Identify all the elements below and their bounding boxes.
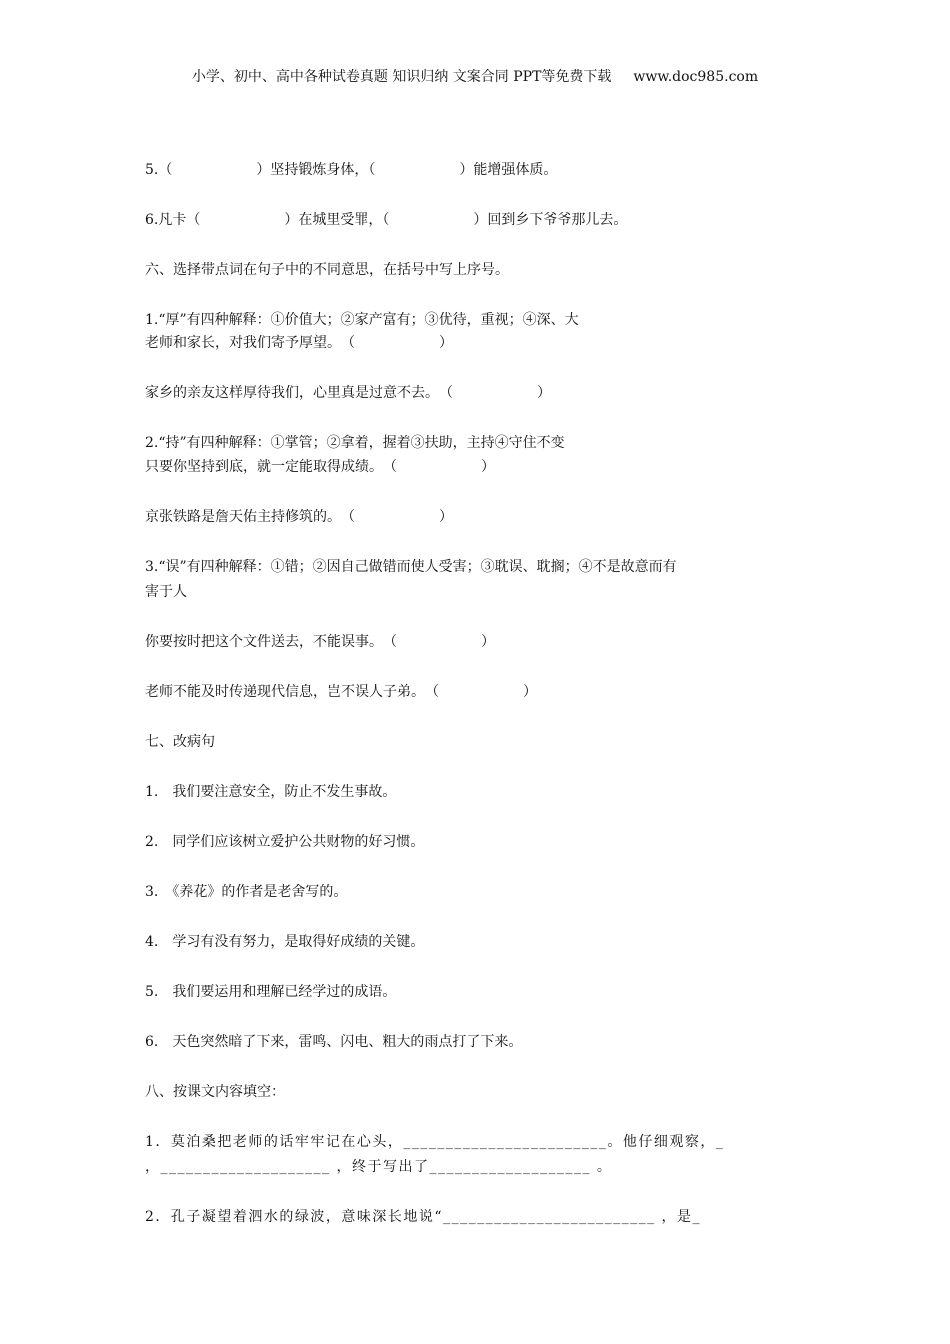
- header-title: 小学、初中、高中各种试卷真题 知识归纳 文案合同 PPT等免费下载: [191, 69, 612, 85]
- section-7-item-6: 6. 天色突然暗了下来，雷鸣、闪电、粗大的雨点打了下来。: [145, 1034, 523, 1050]
- section-7-item-3: 3. 《养花》的作者是老舍写的。: [145, 884, 348, 900]
- section-6-item-3-definition-cont: 害于人: [145, 584, 187, 600]
- section-8-item-1-line-1: 1．莫泊桑把老师的话牢牢记在心头，________________________。他仔细观察，_: [145, 1134, 725, 1150]
- section-6-item-1-definition: 1.“厚”有四种解释：①价值大；②家产富有；③优待，重视；④深、大: [145, 312, 579, 328]
- section-6-item-3-sentence-a: 你要按时把这个文件送去，不能误事。 （ ）: [145, 634, 495, 650]
- section-6-item-2-definition: 2.“持”有四种解释：①掌管；②拿着，握着③扶助，主持④守住不变: [145, 435, 565, 451]
- question-6-line: 6.凡卡（ ）在城里受罪，（ ）回到乡下爷爷那儿去。: [145, 212, 628, 228]
- question-5-line: 5.（ ）坚持锻炼身体，（ ）能增强体质。: [145, 162, 558, 178]
- section-7-item-4: 4. 学习有没有努力，是取得好成绩的关键。: [145, 934, 425, 950]
- section-6-item-1-sentence-b: 家乡的亲友这样厚待我们，心里真是过意不去。 （ ）: [145, 385, 551, 401]
- page-header: [0, 66, 950, 86]
- section-6-heading: 六、选择带点词在句子中的不同意思，在括号中写上序号。: [145, 262, 509, 278]
- section-6-item-2-sentence-a: 只要你坚持到底，就一定能取得成绩。 （ ）: [145, 459, 495, 475]
- section-8-heading: 八、按课文内容填空：: [145, 1084, 285, 1100]
- header-url[interactable]: www.doc985.com: [633, 69, 759, 85]
- section-6-item-3-sentence-b: 老师不能及时传递现代信息，岂不误人子弟。 （ ）: [145, 684, 537, 700]
- section-8-item-2-line-1: 2．孔子凝望着泗水的绿波，意味深长地说“_________________________ ，是_: [145, 1209, 702, 1225]
- section-7-item-1: 1. 我们要注意安全，防止不发生事故。: [145, 784, 397, 800]
- section-6-item-2-sentence-b: 京张铁路是詹天佑主持修筑的。 （ ）: [145, 509, 453, 525]
- section-7-item-2: 2. 同学们应该树立爱护公共财物的好习惯。: [145, 834, 425, 850]
- section-7-heading: 七、改病句: [145, 734, 215, 750]
- section-8-item-1-line-2: ，____________________ ，终于写出了___________________ 。: [145, 1159, 613, 1175]
- section-7-item-5: 5. 我们要运用和理解已经学过的成语。: [145, 984, 397, 1000]
- section-6-item-3-definition: 3.“误”有四种解释：①错；②因自己做错而使人受害；③耽误、耽搁；④不是故意而有: [145, 559, 677, 575]
- section-6-item-1-sentence-a: 老师和家长，对我们寄予厚望。 （ ）: [145, 335, 453, 351]
